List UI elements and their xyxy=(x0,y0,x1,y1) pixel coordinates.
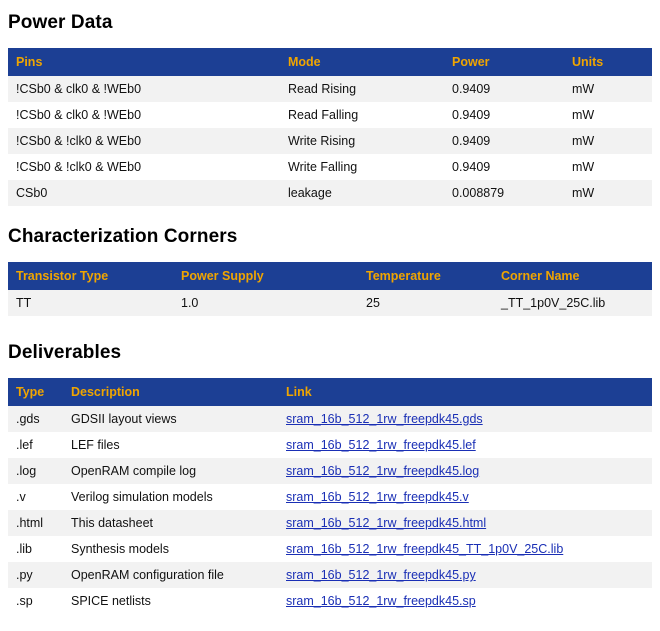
cell-link xyxy=(278,458,652,484)
cell-corner-name: _TT_1p0V_25C.lib xyxy=(493,290,652,316)
cell-link xyxy=(278,484,652,510)
table-header-row xyxy=(8,262,652,290)
table-row xyxy=(8,536,652,562)
table-row xyxy=(8,102,652,128)
cell-link xyxy=(278,510,652,536)
cell-description: GDSII layout views xyxy=(63,406,278,432)
table-row xyxy=(8,562,652,588)
cell-temperature: 25 xyxy=(358,290,493,316)
cell-description: OpenRAM configuration file xyxy=(63,562,278,588)
cell-power: 0.008879 xyxy=(444,180,564,206)
column-header-link: Link xyxy=(278,378,652,406)
column-header-pins: Pins xyxy=(8,48,280,76)
characterization-corners-title: Characterization Corners xyxy=(8,226,238,247)
deliverable-link[interactable]: sram_16b_512_1rw_freepdk45.lef xyxy=(286,438,476,452)
deliverable-link[interactable]: sram_16b_512_1rw_freepdk45.gds xyxy=(286,412,483,426)
cell-power: 0.9409 xyxy=(444,128,564,154)
cell-link xyxy=(278,432,652,458)
cell-mode: leakage xyxy=(280,180,444,206)
cell-power: 0.9409 xyxy=(444,76,564,102)
cell-description: LEF files xyxy=(63,432,278,458)
cell-link xyxy=(278,536,652,562)
column-header-corner-name: Corner Name xyxy=(493,262,652,290)
column-header-type: Type xyxy=(8,378,63,406)
table-row xyxy=(8,510,652,536)
table-header-row xyxy=(8,48,652,76)
power-data-title: Power Data xyxy=(8,12,113,33)
cell-units: mW xyxy=(564,76,652,102)
cell-type: .html xyxy=(8,510,63,536)
cell-transistor-type: TT xyxy=(8,290,173,316)
cell-power: 0.9409 xyxy=(444,102,564,128)
table-row xyxy=(8,290,652,316)
cell-power: 0.9409 xyxy=(444,154,564,180)
table-row xyxy=(8,484,652,510)
cell-pins: !CSb0 & !clk0 & WEb0 xyxy=(8,154,280,180)
cell-units: mW xyxy=(564,180,652,206)
cell-link xyxy=(278,562,652,588)
table-row xyxy=(8,128,652,154)
characterization-corners-table xyxy=(8,262,652,316)
cell-description: OpenRAM compile log xyxy=(63,458,278,484)
column-header-mode: Mode xyxy=(280,48,444,76)
table-row xyxy=(8,588,652,614)
cell-mode: Read Falling xyxy=(280,102,444,128)
table-row xyxy=(8,458,652,484)
cell-type: .lib xyxy=(8,536,63,562)
column-header-description: Description xyxy=(63,378,278,406)
table-row xyxy=(8,180,652,206)
table-row xyxy=(8,406,652,432)
column-header-units: Units xyxy=(564,48,652,76)
cell-description: SPICE netlists xyxy=(63,588,278,614)
cell-type: .log xyxy=(8,458,63,484)
cell-type: .sp xyxy=(8,588,63,614)
deliverable-link[interactable]: sram_16b_512_1rw_freepdk45.html xyxy=(286,516,487,530)
cell-type: .gds xyxy=(8,406,63,432)
cell-pins: !CSb0 & clk0 & !WEb0 xyxy=(8,76,280,102)
section-spacer xyxy=(8,206,652,220)
deliverable-link[interactable]: sram_16b_512_1rw_freepdk45.sp xyxy=(286,594,476,608)
cell-units: mW xyxy=(564,128,652,154)
cell-pins: !CSb0 & !clk0 & WEb0 xyxy=(8,128,280,154)
cell-type: .py xyxy=(8,562,63,588)
deliverable-link[interactable]: sram_16b_512_1rw_freepdk45.v xyxy=(286,490,469,504)
table-header-row xyxy=(8,378,652,406)
column-header-power: Power xyxy=(444,48,564,76)
column-header-transistor-type: Transistor Type xyxy=(8,262,173,290)
deliverables-title: Deliverables xyxy=(8,342,122,363)
deliverable-link[interactable]: sram_16b_512_1rw_freepdk45_TT_1p0V_25C.lib xyxy=(286,542,564,556)
cell-pins: CSb0 xyxy=(8,180,280,206)
cell-type: .lef xyxy=(8,432,63,458)
section-spacer xyxy=(8,316,652,336)
cell-description: This datasheet xyxy=(63,510,278,536)
cell-pins: !CSb0 & clk0 & !WEb0 xyxy=(8,102,280,128)
deliverables-table xyxy=(8,378,652,614)
cell-mode: Read Rising xyxy=(280,76,444,102)
table-row xyxy=(8,154,652,180)
cell-power-supply: 1.0 xyxy=(173,290,358,316)
power-data-table xyxy=(8,48,652,206)
deliverable-link[interactable]: sram_16b_512_1rw_freepdk45.py xyxy=(286,568,476,582)
column-header-temperature: Temperature xyxy=(358,262,493,290)
table-row xyxy=(8,432,652,458)
cell-link xyxy=(278,406,652,432)
cell-mode: Write Falling xyxy=(280,154,444,180)
cell-units: mW xyxy=(564,102,652,128)
cell-description: Synthesis models xyxy=(63,536,278,562)
column-header-power-supply: Power Supply xyxy=(173,262,358,290)
cell-units: mW xyxy=(564,154,652,180)
cell-description: Verilog simulation models xyxy=(63,484,278,510)
deliverable-link[interactable]: sram_16b_512_1rw_freepdk45.log xyxy=(286,464,480,478)
cell-link xyxy=(278,588,652,614)
cell-mode: Write Rising xyxy=(280,128,444,154)
table-row xyxy=(8,76,652,102)
cell-type: .v xyxy=(8,484,63,510)
